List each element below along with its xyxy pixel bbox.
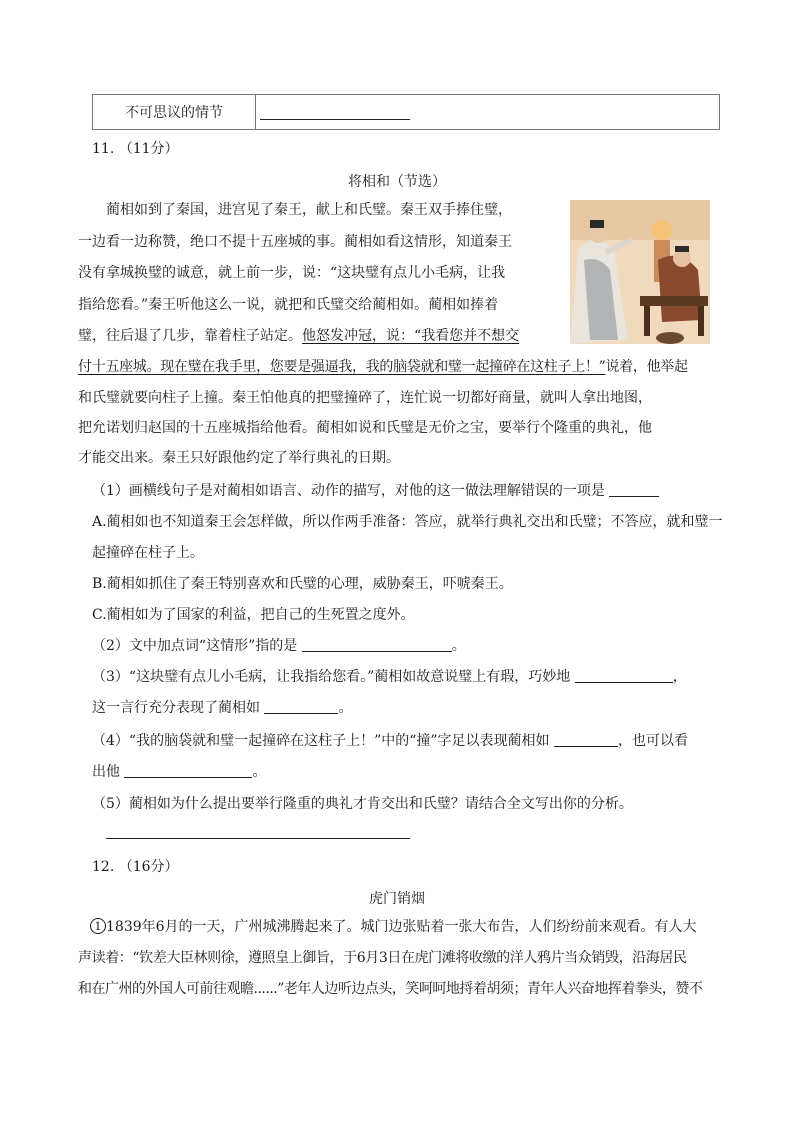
answer-table-row [92,94,720,130]
underlined-sentence: 付十五座城。现在璧在我手里，您要是强逼我，我的脑袋就和璧一起撞碎在这柱子上！” [78,359,606,375]
subquestion-4 [92,727,688,755]
subquestion-2-stem: （2）文中加点词“这情形”指的是 [92,638,298,654]
passage-line: 把允诺划归赵国的十五座城指给他看。蔺相如说和氏璧是无价之宝，要举行个隆重的典礼，他 [78,420,652,436]
passage-line: 声读着：“钦差大臣林则徐，遵照皇上御旨，于6月3日在虎门滩将收缴的洋人鸦片当众销毁，沿海居民 [78,950,687,966]
passage-line: 才能交出来。秦王只好跟他约定了举行典礼的日期。 [78,450,400,466]
subquestion-3-text: 这一言行充分表现了蔺相如 [92,700,260,716]
passage-line [90,913,697,941]
passage-line: 指给您看。”秦王听他这么一说，就把和氏璧交给蔺相如。蔺相如捧着 [78,297,499,313]
question-12-number: 12. （16分） [92,859,179,875]
subquestion-1-stem: （1）画横线句子是对蔺相如语言、动作的描写，对他的这一做法理解错误的一项是 [92,483,605,499]
passage-text: 说着，他举起 [605,359,688,375]
answer-blank[interactable] [260,119,410,120]
passage-line [78,322,519,350]
answer-blank[interactable] [124,763,252,778]
punctuation: ， [672,669,687,685]
answer-line[interactable] [106,838,410,839]
underlined-sentence: 他怒发冲冠，说：“我看您并不想交 [302,328,520,344]
subquestion-5-stem: （5）蔺相如为什么提出要举行隆重的典礼才肯交出和氏璧？请结合全文写出你的分析。 [92,796,633,812]
subquestion-3-stem: （3）“这块璧有点儿小毛病，让我指给您看。”蔺相如故意说璧上有瑕，巧妙地 [92,669,571,685]
question-11-number: 11. （11分） [92,141,179,157]
table-answer-cell[interactable] [256,95,719,129]
answer-blank[interactable] [575,668,673,683]
option-c: C.蔺相如为了国家的利益，把自己的生死置之度外。 [92,607,415,623]
passage-text: 1839年6月的一天，广州城沸腾起来了。城门边张贴着一张大布告，人们纷纷前来观看。有人大 [106,919,697,935]
option-b: B.蔺相如抓住了秦王特别喜欢和氏璧的心理，威胁秦王，吓唬秦王。 [92,576,513,592]
subquestion-4-stem: （4）“我的脑袋就和璧一起撞碎在这柱子上！”中的“撞”字足以表现蔺相如 [92,733,550,749]
subquestion-3 [92,663,687,691]
punctuation: 。 [252,764,267,780]
answer-blank[interactable] [554,732,618,747]
answer-blank[interactable] [302,637,452,652]
option-a-line2: 起撞碎在柱子上。 [92,545,204,561]
punctuation: 。 [451,638,466,654]
passage-line: 和氏璧就要向柱子上撞。秦王怕他真的把璧撞碎了，连忙说一切都好商量，就叫人拿出地图， [78,390,652,406]
subquestion-3-line2 [92,694,352,722]
subquestion-4-text: ，也可以看 [618,733,688,749]
subquestion-4-text: 出他 [92,764,120,780]
passage-text: 璧，往后退了几步，靠着柱子站定。 [78,328,302,344]
table-row-label: 不可思议的情节 [93,95,256,129]
story-illustration [570,200,710,344]
question-12-title: 虎门销烟 [369,891,425,907]
passage-line: 一边看一边称赞，绝口不提十五座城的事。蔺相如看这情形，知道秦王 [78,234,512,250]
punctuation: 。 [338,700,353,716]
subquestion-2 [92,632,466,660]
passage-line: 蔺相如到了秦国，进宫见了秦王，献上和氏璧。秦王双手捧住璧， [106,202,512,218]
question-11-title: 将相和（节选） [348,174,446,190]
option-a-line1: A.蔺相如也不知道秦王会怎样做，所以作两手准备：答应，就举行典礼交出和氏璧；不答应，就和璧一 [92,514,723,530]
subquestion-4-line2 [92,758,266,786]
passage-line: 没有拿城换璧的诚意，就上前一步，说：“这块璧有点儿小毛病，让我 [78,265,506,281]
paragraph-number: 1 [90,918,106,934]
answer-blank[interactable] [609,482,659,497]
subquestion-1 [92,477,659,505]
answer-blank[interactable] [264,699,338,714]
passage-line [78,353,688,381]
passage-line: 和在广州的外国人可前往观瞻......”老年人边听边点头，笑呵呵地捋着胡须；青年人兴奋地挥着拳头，赞不 [78,981,703,997]
